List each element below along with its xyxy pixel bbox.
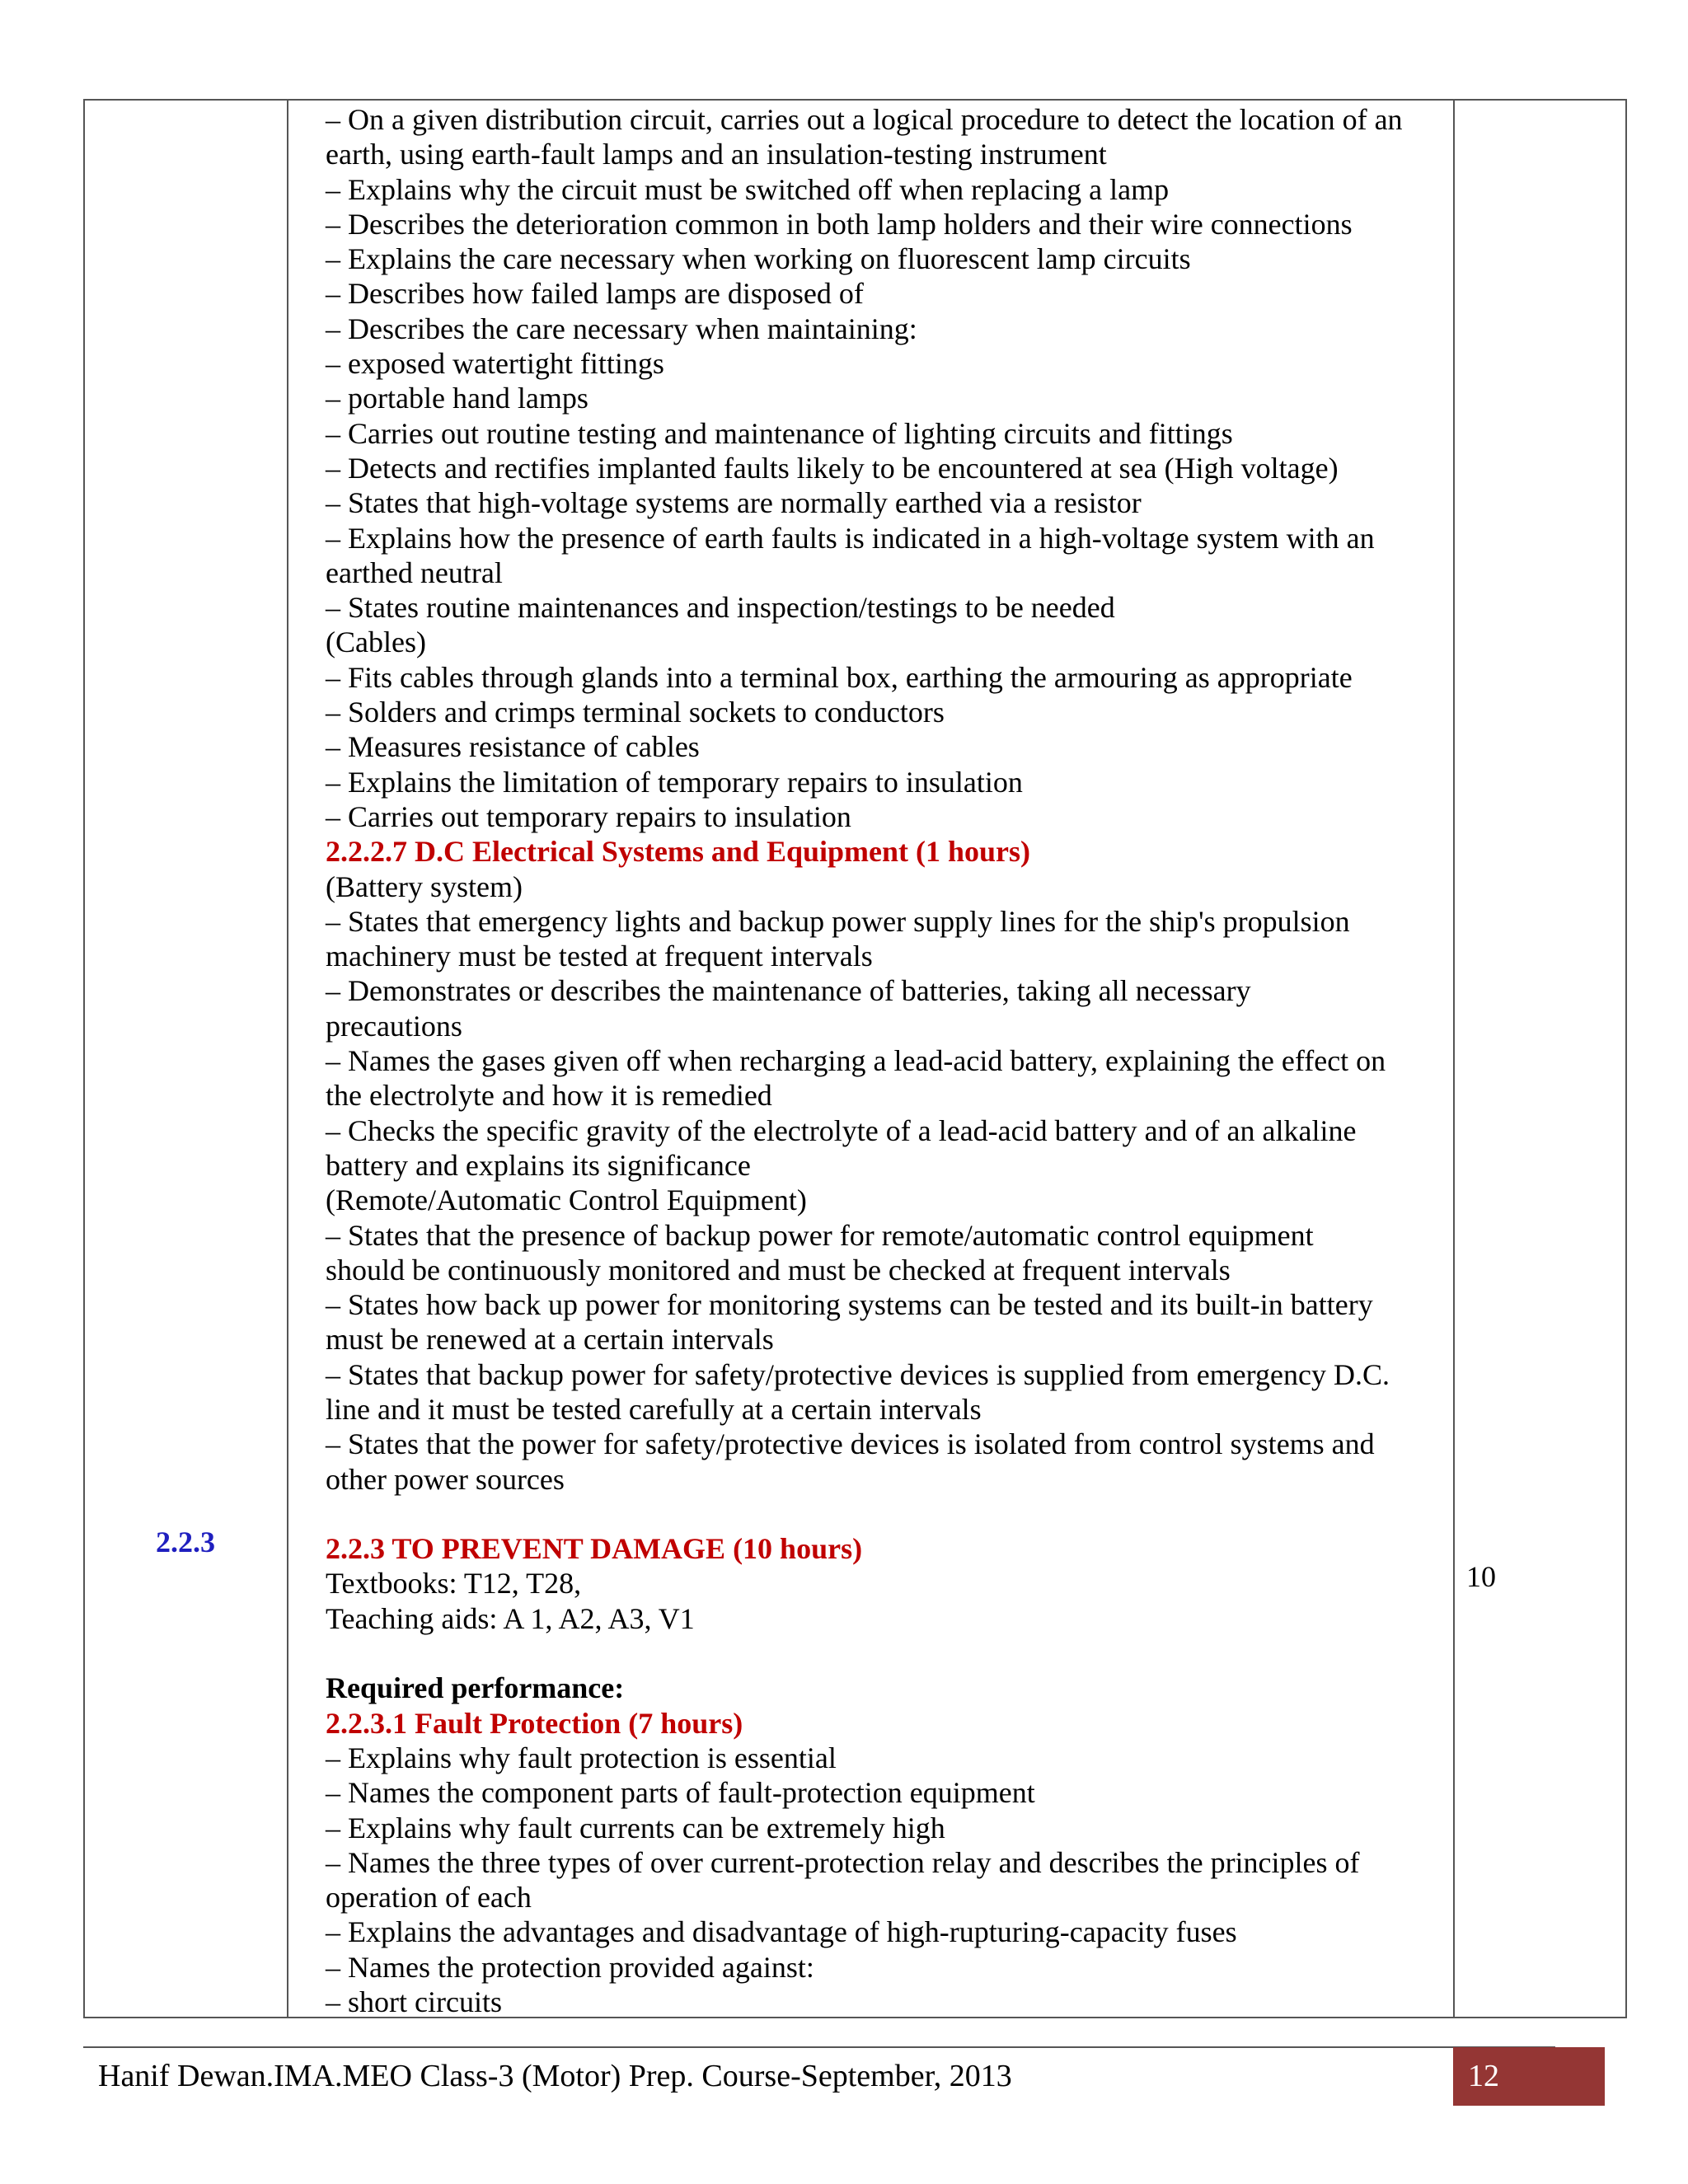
content-line: should be continuously monitored and must be checked at frequent intervals <box>326 1253 1231 1286</box>
content-line: (Remote/Automatic Control Equipment) <box>326 1183 807 1217</box>
content-line: earth, using earth-fault lamps and an insulation-testing instrument <box>326 138 1107 171</box>
content-line: – Names the gases given off when recharging a lead-acid battery, explaining the effect on <box>326 1044 1386 1078</box>
content-line: – States that backup power for safety/protective devices is supplied from emergency D.C. <box>326 1357 1390 1391</box>
content-line: – Explains the care necessary when working on fluorescent lamp circuits <box>326 242 1191 276</box>
content-line: battery and explains its significance <box>326 1148 751 1182</box>
content-line: – Explains why the circuit must be switched off when replacing a lamp <box>326 172 1170 206</box>
column-divider <box>287 101 288 2017</box>
content-line: line and it must be tested carefully at a certain intervals <box>326 1392 982 1426</box>
footer-rule <box>83 2046 1555 2048</box>
blank-line <box>326 1497 1512 1531</box>
subheading: Required performance: <box>326 1671 625 1705</box>
section-heading: 2.2.3.1 Fault Protection (7 hours) <box>326 1706 743 1740</box>
content-line: – Detects and rectifies implanted faults likely to be encountered at sea (High voltage) <box>326 451 1339 485</box>
content-line: – Carries out routine testing and maintenance of lighting circuits and fittings <box>326 416 1233 450</box>
content-line: Teaching aids: A 1, A2, A3, V1 <box>326 1601 695 1635</box>
content-line: – Explains the limitation of temporary repairs to insulation <box>326 765 1023 799</box>
content-line: (Battery system) <box>326 869 523 903</box>
content-line: – Demonstrates or describes the maintenance of batteries, taking all necessary <box>326 974 1251 1008</box>
content-line: – States routine maintenances and inspection/testings to be needed <box>326 591 1115 625</box>
content-line: – Describes the care necessary when maintaining: <box>326 312 917 345</box>
content-line: – States that the presence of backup power for remote/automatic control equipment <box>326 1218 1314 1252</box>
course-table <box>83 99 1627 2018</box>
content-line: (Cables) <box>326 626 426 659</box>
content-line: – States that the power for safety/protective devices is isolated from control systems and <box>326 1427 1375 1461</box>
blank-line <box>326 1636 1512 1671</box>
page-number-box <box>1453 2047 1605 2106</box>
content-line: – exposed watertight fittings <box>326 347 664 381</box>
content-line: other power sources <box>326 1462 565 1496</box>
content-line: – Explains how the presence of earth faults is indicated in a high-voltage system with an <box>326 521 1375 555</box>
content-line: – Measures resistance of cables <box>326 730 700 764</box>
content-line: – Solders and crimps terminal sockets to conductors <box>326 696 945 729</box>
content-line: the electrolyte and how it is remedied <box>326 1079 772 1113</box>
content-line: – portable hand lamps <box>326 382 588 415</box>
table-content-cell <box>326 102 1512 2019</box>
content-line: – On a given distribution circuit, carries out a logical procedure to detect the location of an <box>326 103 1403 136</box>
section-heading: 2.2.2.7 D.C Electrical Systems and Equipment (1 hours) <box>326 835 1031 869</box>
content-line: – Names the component parts of fault-protection equipment <box>326 1776 1035 1810</box>
content-line: – Fits cables through glands into a terminal box, earthing the armouring as appropriate <box>326 660 1353 694</box>
content-line: precautions <box>326 1009 462 1043</box>
section-number: 2.2.3 <box>156 1526 215 1558</box>
content-line: machinery must be tested at frequent intervals <box>326 940 873 973</box>
content-line: operation of each <box>326 1881 532 1915</box>
content-line: earthed neutral <box>326 555 503 589</box>
content-line: – Describes how failed lamps are disposed of <box>326 277 864 311</box>
footer-text: Hanif Dewan.IMA.MEO Class-3 (Motor) Prep. Course-September, 2013 <box>98 2059 1012 2093</box>
content-line: – short circuits <box>326 1985 502 2019</box>
hours-value: 10 <box>1466 1560 1496 1593</box>
content-line: – Names the three types of over current-protection relay and describes the principles of <box>326 1845 1360 1879</box>
content-line: Textbooks: T12, T28, <box>326 1567 582 1601</box>
content-line: – States that high-voltage systems are normally earthed via a resistor <box>326 486 1142 520</box>
page-number: 12 <box>1468 2059 1499 2093</box>
content-line: – Names the protection provided against: <box>326 1950 814 1984</box>
section-heading: 2.2.3 TO PREVENT DAMAGE (10 hours) <box>326 1532 863 1566</box>
content-line: – Carries out temporary repairs to insulation <box>326 799 851 833</box>
content-line: – Explains why fault protection is essential <box>326 1741 837 1774</box>
content-line: must be renewed at a certain intervals <box>326 1323 774 1357</box>
content-line: – Explains why fault currents can be extremely high <box>326 1811 945 1844</box>
content-line: – Explains the advantages and disadvantage of high-rupturing-capacity fuses <box>326 1915 1237 1949</box>
content-line: – Describes the deterioration common in both lamp holders and their wire connections <box>326 207 1353 241</box>
content-line: – States that emergency lights and backup power supply lines for the ship's propulsion <box>326 904 1350 938</box>
content-line: – States how back up power for monitoring systems can be tested and its built-in battery <box>326 1288 1373 1322</box>
content-line: – Checks the specific gravity of the electrolyte of a lead-acid battery and of an alkaline <box>326 1113 1357 1147</box>
